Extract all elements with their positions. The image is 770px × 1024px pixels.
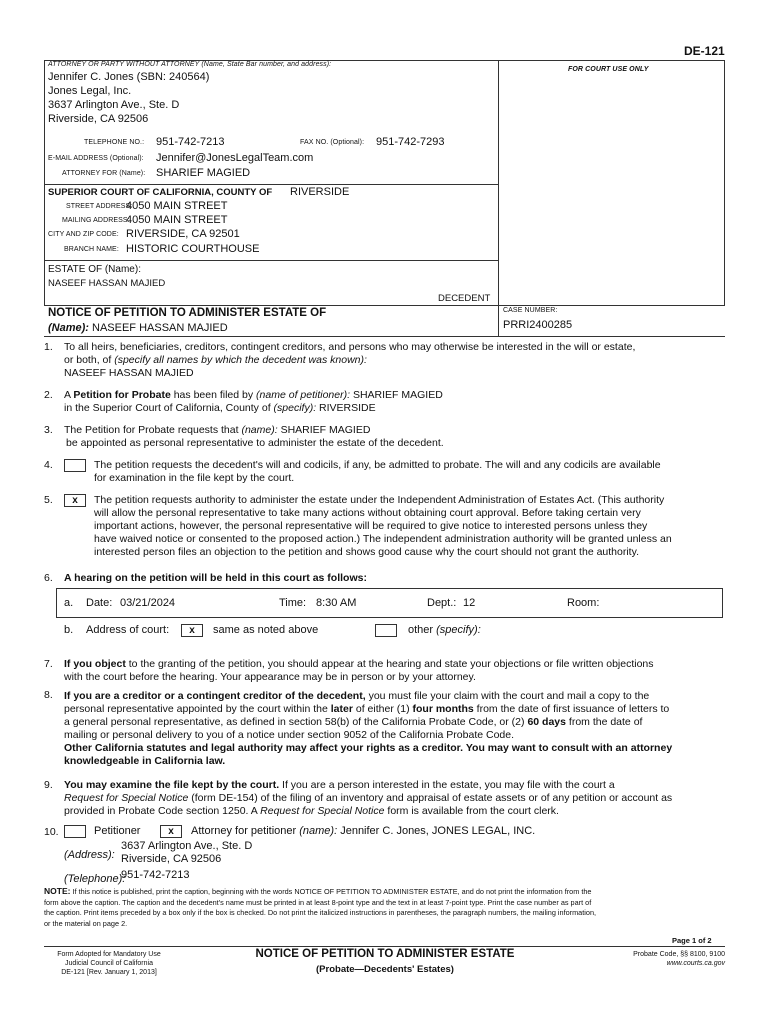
item-4-line: for examination in the file kept by the court. xyxy=(94,472,295,484)
item-8-line xyxy=(64,690,672,703)
item-3-text: The Petition for Probate requests that xyxy=(64,424,239,436)
attorney-line: Jennifer C. Jones (SBN: 240564) xyxy=(48,71,210,83)
item-9 xyxy=(64,779,672,818)
item-5 xyxy=(94,494,672,559)
divider xyxy=(44,336,725,337)
item-4-checkbox[interactable] xyxy=(64,459,86,472)
item-9-text: (form DE-154) of the filing of an inventory and appraisal of estate assets or of any petition or account as xyxy=(191,792,673,804)
item-number: 4. xyxy=(44,459,53,471)
name-label: (Name): xyxy=(48,322,89,334)
footer-title: NOTICE OF PETITION TO ADMINISTER ESTATE xyxy=(255,948,515,960)
attorney-line: Jones Legal, Inc. xyxy=(48,85,132,97)
item-7-line: with the court before the hearing. Your appearance may be in person or by your attorney. xyxy=(64,671,476,683)
estate-label-text: ESTATE OF (Name): xyxy=(48,264,141,275)
attorney-label: ATTORNEY OR PARTY WITHOUT ATTORNEY (Name, State Bar number, and address): xyxy=(48,61,332,68)
footer-left-line: Judicial Council of California xyxy=(65,960,153,967)
same-address-label: same as noted above xyxy=(213,624,319,636)
item-9-text: form is available from the court clerk. xyxy=(387,805,559,817)
item-2-line xyxy=(64,389,443,402)
fax-label: FAX NO. (Optional): xyxy=(300,139,365,146)
item-8-text: of either (1) xyxy=(355,703,410,715)
divider xyxy=(44,305,725,306)
branch-label: BRANCH NAME: xyxy=(64,246,119,253)
hearing-date-label: Date: xyxy=(86,597,113,609)
attorney-for-value[interactable]: SHARIEF MAGIED xyxy=(156,167,251,179)
item-8-text: you must file your claim with the court and mail a copy to the xyxy=(368,690,650,702)
item-3-ital: (name): xyxy=(241,424,278,436)
same-address-checkbox[interactable]: x xyxy=(181,624,203,637)
item-8-line: mailing or personal delivery to you of a notice under section 9052 of the California Probate Code. xyxy=(64,729,515,741)
item-8 xyxy=(64,690,672,768)
address-b: b. xyxy=(64,624,74,636)
telephone-ital: (Telephone): xyxy=(64,873,126,885)
item-number: 5. xyxy=(44,494,53,506)
item-4 xyxy=(94,459,661,485)
attorney-telephone[interactable]: 951-742-7213 xyxy=(121,869,190,881)
email-label: E-MAIL ADDRESS (Optional): xyxy=(48,155,144,162)
telephone-label: TELEPHONE NO.: xyxy=(84,139,145,146)
item-7-line xyxy=(64,658,654,671)
item-8-bold: If you are a creditor or a contingent creditor of the decedent, xyxy=(64,690,366,702)
item-2-ital: (specify): xyxy=(273,402,317,414)
street-label: STREET ADDRESS: xyxy=(66,203,133,210)
address-line: Riverside, CA 92506 xyxy=(121,853,222,865)
item-9-line xyxy=(64,805,672,818)
petitioner-checkbox[interactable] xyxy=(64,825,86,838)
notice-name[interactable]: NASEEF HASSAN MAJIED xyxy=(92,322,228,334)
item-1-value[interactable]: NASEEF HASSAN MAJIED xyxy=(64,367,194,379)
item-1-line xyxy=(64,354,635,367)
item-8-text: from the date of first issuance of letters to xyxy=(476,703,670,715)
footer-left-line: DE-121 [Rev. January 1, 2013] xyxy=(61,969,157,976)
divider xyxy=(498,305,499,337)
item-number: 1. xyxy=(44,341,53,353)
item-9-line xyxy=(64,779,672,792)
item-number: 9. xyxy=(44,779,53,791)
other-ital: (specify): xyxy=(436,624,481,636)
item-number: 8. xyxy=(44,689,53,701)
item-2-line xyxy=(64,402,443,415)
item-8-text: from the date of xyxy=(568,716,643,728)
hearing-date[interactable]: 03/21/2024 xyxy=(120,597,176,609)
item-8-line xyxy=(64,716,672,729)
item-9-ital: Request for Special Notice xyxy=(64,792,189,804)
petitioner-label: Petitioner xyxy=(94,825,141,837)
representative-value[interactable]: SHARIEF MAGIED xyxy=(280,424,371,436)
attorney-line: Riverside, CA 92506 xyxy=(48,113,149,125)
item-8-text: a general personal representative, as defined in section 58(b) of the California Probate Code, or (2) xyxy=(64,716,525,728)
note-block xyxy=(44,886,734,929)
notice-name-row xyxy=(48,322,228,334)
case-number-label: CASE NUMBER: xyxy=(503,307,558,314)
county-value[interactable]: RIVERSIDE xyxy=(319,402,376,414)
mailing-value[interactable]: 4050 MAIN STREET xyxy=(126,214,228,226)
city-value[interactable]: RIVERSIDE, CA 92501 xyxy=(126,228,240,240)
item-9-ital: Request for Special Notice xyxy=(260,805,385,817)
note-line xyxy=(44,886,734,898)
estate-label xyxy=(48,264,141,275)
attorney-row xyxy=(191,825,535,837)
other-address-checkbox[interactable] xyxy=(375,624,397,637)
name-ital: (name): xyxy=(299,825,338,837)
address-label: Address of court: xyxy=(86,624,170,636)
item-2-text: A xyxy=(64,389,71,401)
item-7-bold: If you object xyxy=(64,658,126,670)
case-number[interactable]: PRRI2400285 xyxy=(503,319,573,331)
item-9-line xyxy=(64,792,672,805)
divider xyxy=(44,184,499,185)
item-9-text: provided in Probate Code section 1250. A xyxy=(64,805,258,817)
note-bold: NOTE: xyxy=(44,886,71,896)
item-3 xyxy=(64,424,444,450)
court-use-box xyxy=(498,60,725,306)
item-3-line: be appointed as personal representative to administer the estate of the decedent. xyxy=(66,437,444,449)
item-3-line xyxy=(64,424,444,437)
hearing-time-label: Time: xyxy=(279,597,307,609)
hearing-dept[interactable]: 12 xyxy=(463,597,476,609)
mailing-label: MAILING ADDRESS: xyxy=(62,217,130,224)
item-8-line: Other California statutes and legal authority may affect your rights as a creditor. You may want to consult with an attorney xyxy=(64,742,673,754)
footer-rule xyxy=(44,946,725,947)
item-8-line: knowledgeable in California law. xyxy=(64,755,226,767)
footer-right-line: Probate Code, §§ 8100, 9100 xyxy=(633,951,725,958)
item-6-text: A hearing on the petition will be held in this court as follows: xyxy=(64,572,367,584)
hearing-a: a. xyxy=(64,597,74,609)
item-number: 6. xyxy=(44,572,53,584)
decedent-label: DECEDENT xyxy=(438,293,491,304)
attorney-name-value[interactable]: Jennifer C. Jones, JONES LEGAL, INC. xyxy=(340,825,536,837)
branch-value[interactable]: HISTORIC COURTHOUSE xyxy=(126,243,260,255)
hearing-room-label: Room: xyxy=(567,597,600,609)
note-text: If this notice is published, print the caption, beginning with the words NOTICE OF PETITION TO ADMINISTER ESTATE, and do not print the information from the xyxy=(72,887,592,896)
street-value[interactable]: 4050 MAIN STREET xyxy=(126,200,228,212)
item-1-line: To all heirs, beneficiaries, creditors, contingent creditors, and persons who may otherwise be interested in the will or estate, xyxy=(64,341,636,353)
item-5-line: important actions, however, the personal representative will be required to give notice to interested persons unless they xyxy=(94,520,648,532)
page-number: Page 1 of 2 xyxy=(672,936,712,945)
item-number: 7. xyxy=(44,658,53,670)
item-7 xyxy=(64,658,654,684)
address-ital: (Address): xyxy=(64,849,115,861)
footer-left xyxy=(44,950,174,977)
item-2-text: in the Superior Court of California, County of xyxy=(64,402,271,414)
attorney-label-text: Attorney for petitioner xyxy=(191,825,297,837)
attorney-line: 3637 Arlington Ave., Ste. D xyxy=(48,99,180,111)
notice-title: NOTICE OF PETITION TO ADMINISTER ESTATE OF xyxy=(48,307,327,319)
attorney-block xyxy=(48,70,209,126)
fax-value[interactable]: 951-742-7293 xyxy=(376,136,445,148)
item-4-line: The petition requests the decedent's will and codicils, if any, be admitted to probate. The will and any codicils are available xyxy=(94,459,661,471)
form-id: DE-121 xyxy=(684,44,725,58)
item-8-bold: 60 days xyxy=(527,716,566,728)
item-5-line: The petition requests authority to administer the estate under the Independent Administration of Estates Act. (This authority xyxy=(94,494,665,506)
item-5-line: interested person files an objection to the petition and shows good cause why the court should not grant the authority. xyxy=(94,546,639,558)
note-line: the caption. Print items preceded by a box only if the box is checked. Do not print the italicized instructions in parentheses, the paragraph numbers, the mailing information, xyxy=(44,908,597,917)
item-1-text: or both, of xyxy=(64,354,112,366)
court-county[interactable]: RIVERSIDE xyxy=(290,186,350,198)
address-line: 3637 Arlington Ave., Ste. D xyxy=(121,840,253,852)
item-number: 3. xyxy=(44,424,53,436)
hearing-dept-label: Dept.: xyxy=(427,597,457,609)
hearing-time[interactable]: 8:30 AM xyxy=(316,597,357,609)
item-2-ital: (name of petitioner): xyxy=(256,389,351,401)
court-use-label: FOR COURT USE ONLY xyxy=(568,66,649,73)
attorney-address[interactable] xyxy=(121,840,252,866)
item-8-text: personal representative appointed by the court within the xyxy=(64,703,328,715)
court-title: SUPERIOR COURT OF CALIFORNIA, COUNTY OF xyxy=(48,187,273,198)
divider xyxy=(44,260,499,261)
other-address-label xyxy=(408,624,481,636)
item-2 xyxy=(64,389,443,415)
item-5-line: have waived notice or consented to the proposed action.) The independent administration authority will be granted unless an xyxy=(94,533,672,545)
telephone-value[interactable]: 951-742-7213 xyxy=(156,136,225,148)
item-5-checkbox[interactable]: x xyxy=(64,494,86,507)
item-number: 10. xyxy=(44,826,59,838)
city-label: CITY AND ZIP CODE: xyxy=(48,231,119,238)
attorney-checkbox[interactable]: x xyxy=(160,825,182,838)
attorney-for-label: ATTORNEY FOR (Name): xyxy=(62,170,146,177)
item-5-line: will allow the personal representative to take many actions without obtaining court approval. Before taking certain very xyxy=(94,507,641,519)
note-line: or the material on page 2. xyxy=(44,918,128,928)
item-1 xyxy=(64,341,635,380)
item-8-bold: four months xyxy=(412,703,474,715)
item-8-bold: later xyxy=(330,703,353,715)
courts-link[interactable]: www.courts.ca.gov xyxy=(666,960,725,967)
footer-left-line: Form Adopted for Mandatory Use xyxy=(57,951,161,958)
other-text: other xyxy=(408,624,434,636)
item-2-bold: Petition for Probate xyxy=(73,389,171,401)
item-7-text: to the granting of the petition, you should appear at the hearing and state your objections or file written objections xyxy=(128,658,654,670)
item-9-text: If you are a person interested in the estate, you may file with the court a xyxy=(282,779,615,791)
estate-name[interactable]: NASEEF HASSAN MAJIED xyxy=(48,278,166,289)
item-8-line xyxy=(64,703,672,716)
note-line: form above the caption. The caption and the decedent's name must be printed in at least 8-point type and the text in at least 7-point type. Print the case number as part of xyxy=(44,897,592,907)
footer-right xyxy=(580,950,725,968)
email-value[interactable]: Jennifer@JonesLegalTeam.com xyxy=(156,152,314,164)
petitioner-value[interactable]: SHARIEF MAGIED xyxy=(352,389,443,401)
item-9-bold: You may examine the file kept by the court. xyxy=(64,779,280,791)
item-number: 2. xyxy=(44,389,53,401)
item-2-text: has been filed by xyxy=(173,389,254,401)
footer-subtitle: (Probate—Decedents' Estates) xyxy=(316,964,454,975)
item-1-ital: (specify all names by which the decedent was known): xyxy=(114,354,367,366)
